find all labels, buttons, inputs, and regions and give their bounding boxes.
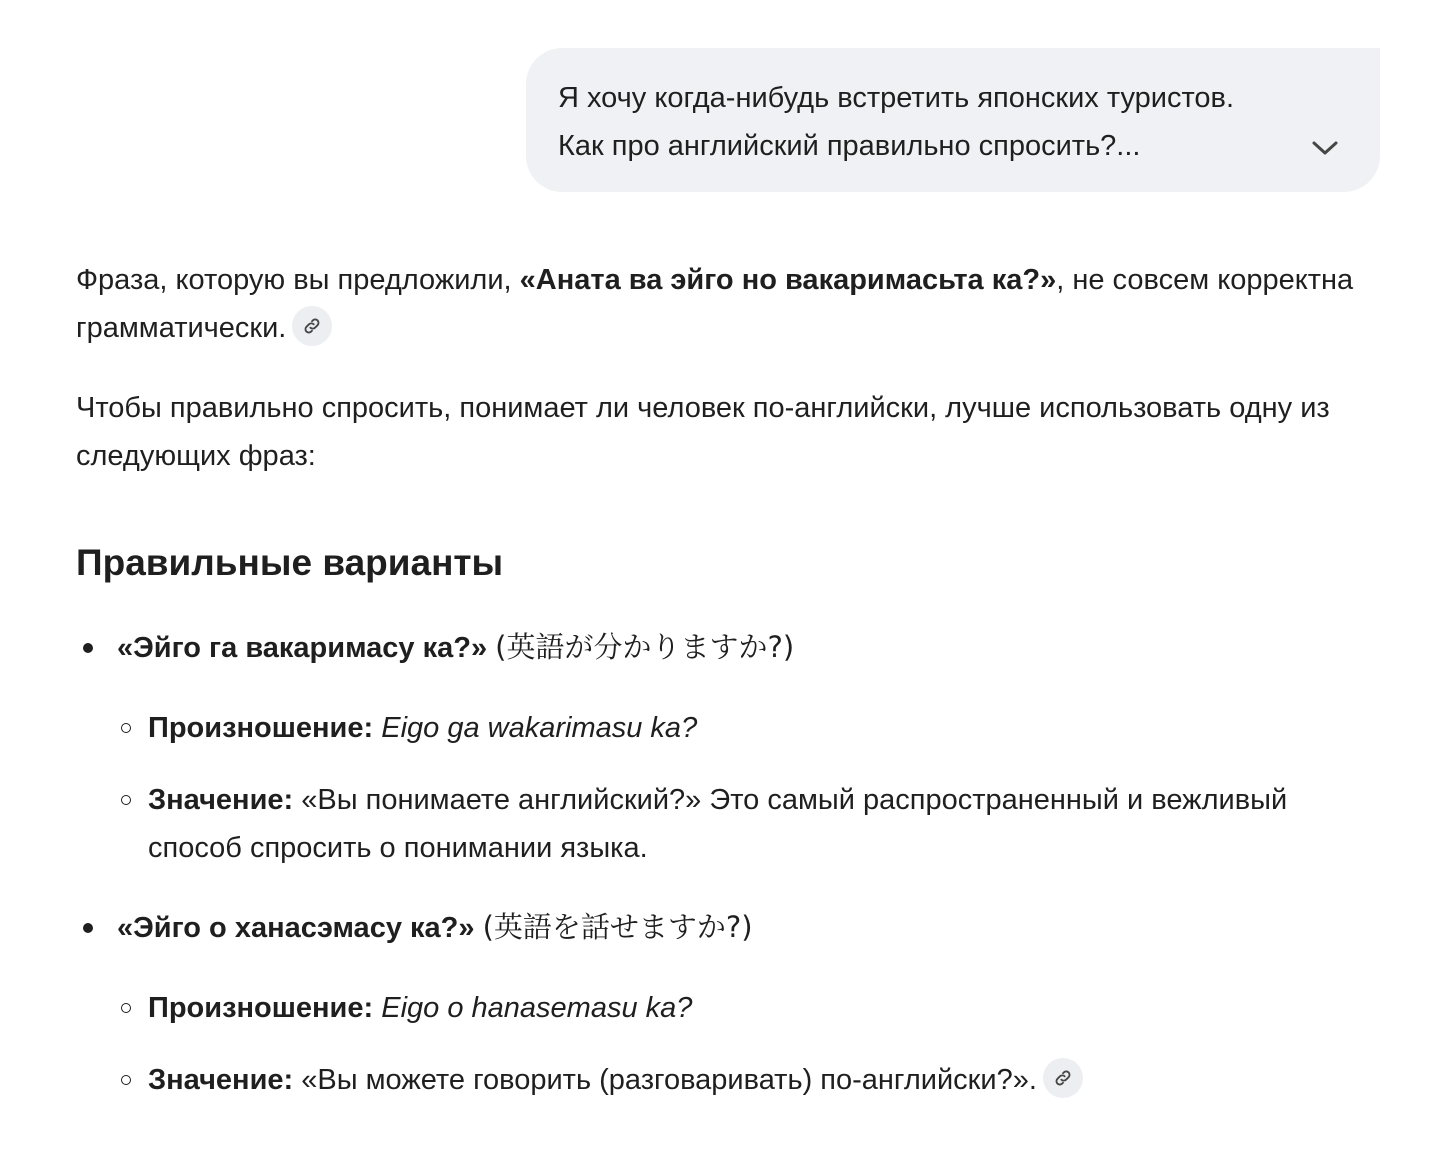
source-link-button[interactable] <box>292 306 332 346</box>
pronunciation-label: Произношение: <box>148 712 374 744</box>
pronunciation-value: Eigo o hanasemasu ka? <box>381 992 693 1024</box>
variant-native-text: (英語を話せますか?) <box>482 910 753 944</box>
user-message-bubble <box>526 48 1380 192</box>
meaning-label: Значение: <box>148 784 294 816</box>
response-paragraph-2: Чтобы правильно спросить, понимает ли человек по-английски, лучше использовать одну из следующих фраз: <box>76 392 1330 472</box>
response-paragraph-1 <box>76 256 1366 352</box>
p1-text-before: Фраза, которую вы предложили, <box>76 264 520 296</box>
p1-quoted-phrase: «Аната ва эйго но вакаримасьта ка?» <box>519 264 1057 296</box>
variant-phrase: «Эйго га вакаримасу ка?» <box>117 632 488 664</box>
pronunciation-value: Eigo ga wakarimasu ka? <box>381 712 698 744</box>
pronunciation-label: Произношение: <box>148 992 374 1024</box>
variant-1-meaning <box>76 776 1366 872</box>
chevron-down-icon <box>1310 138 1340 158</box>
link-icon <box>1053 1068 1073 1088</box>
meaning-value: «Вы можете говорить (разговаривать) по-английски?». <box>301 1064 1037 1096</box>
meaning-value: «Вы понимаете английский?» Это самый распространенный и вежливый способ спросить о понимании языка. <box>148 784 1288 864</box>
bullet-dot <box>83 923 93 933</box>
variant-phrase: «Эйго о ханасэмасу ка?» <box>117 912 475 944</box>
variant-native-text: (英語が分かりますか?) <box>495 630 795 664</box>
variant-1-pronunciation <box>76 704 1366 752</box>
sub-bullet-ring <box>121 1075 131 1085</box>
section-heading: Правильные варианты <box>76 542 504 583</box>
variant-item-2 <box>76 903 1366 952</box>
variant-2-pronunciation <box>76 984 1366 1032</box>
bullet-dot <box>83 643 93 653</box>
sub-bullet-ring <box>121 1003 131 1013</box>
p1-text-after: , не совсем корректна грамматически. <box>76 264 1354 344</box>
sub-bullet-ring <box>121 723 131 733</box>
meaning-label: Значение: <box>148 1064 294 1096</box>
expand-message-button[interactable] <box>1308 134 1342 162</box>
assistant-response <box>76 256 1366 1104</box>
variant-2-meaning <box>76 1056 1366 1104</box>
variant-item-1 <box>76 623 1366 672</box>
sub-bullet-ring <box>121 795 131 805</box>
user-message-line-1: Я хочу когда-нибудь встретить японских туристов. <box>558 82 1235 114</box>
user-message-line-2: Как про английский правильно спросить?... <box>558 130 1141 162</box>
link-icon <box>302 316 322 336</box>
source-link-button[interactable] <box>1043 1058 1083 1098</box>
